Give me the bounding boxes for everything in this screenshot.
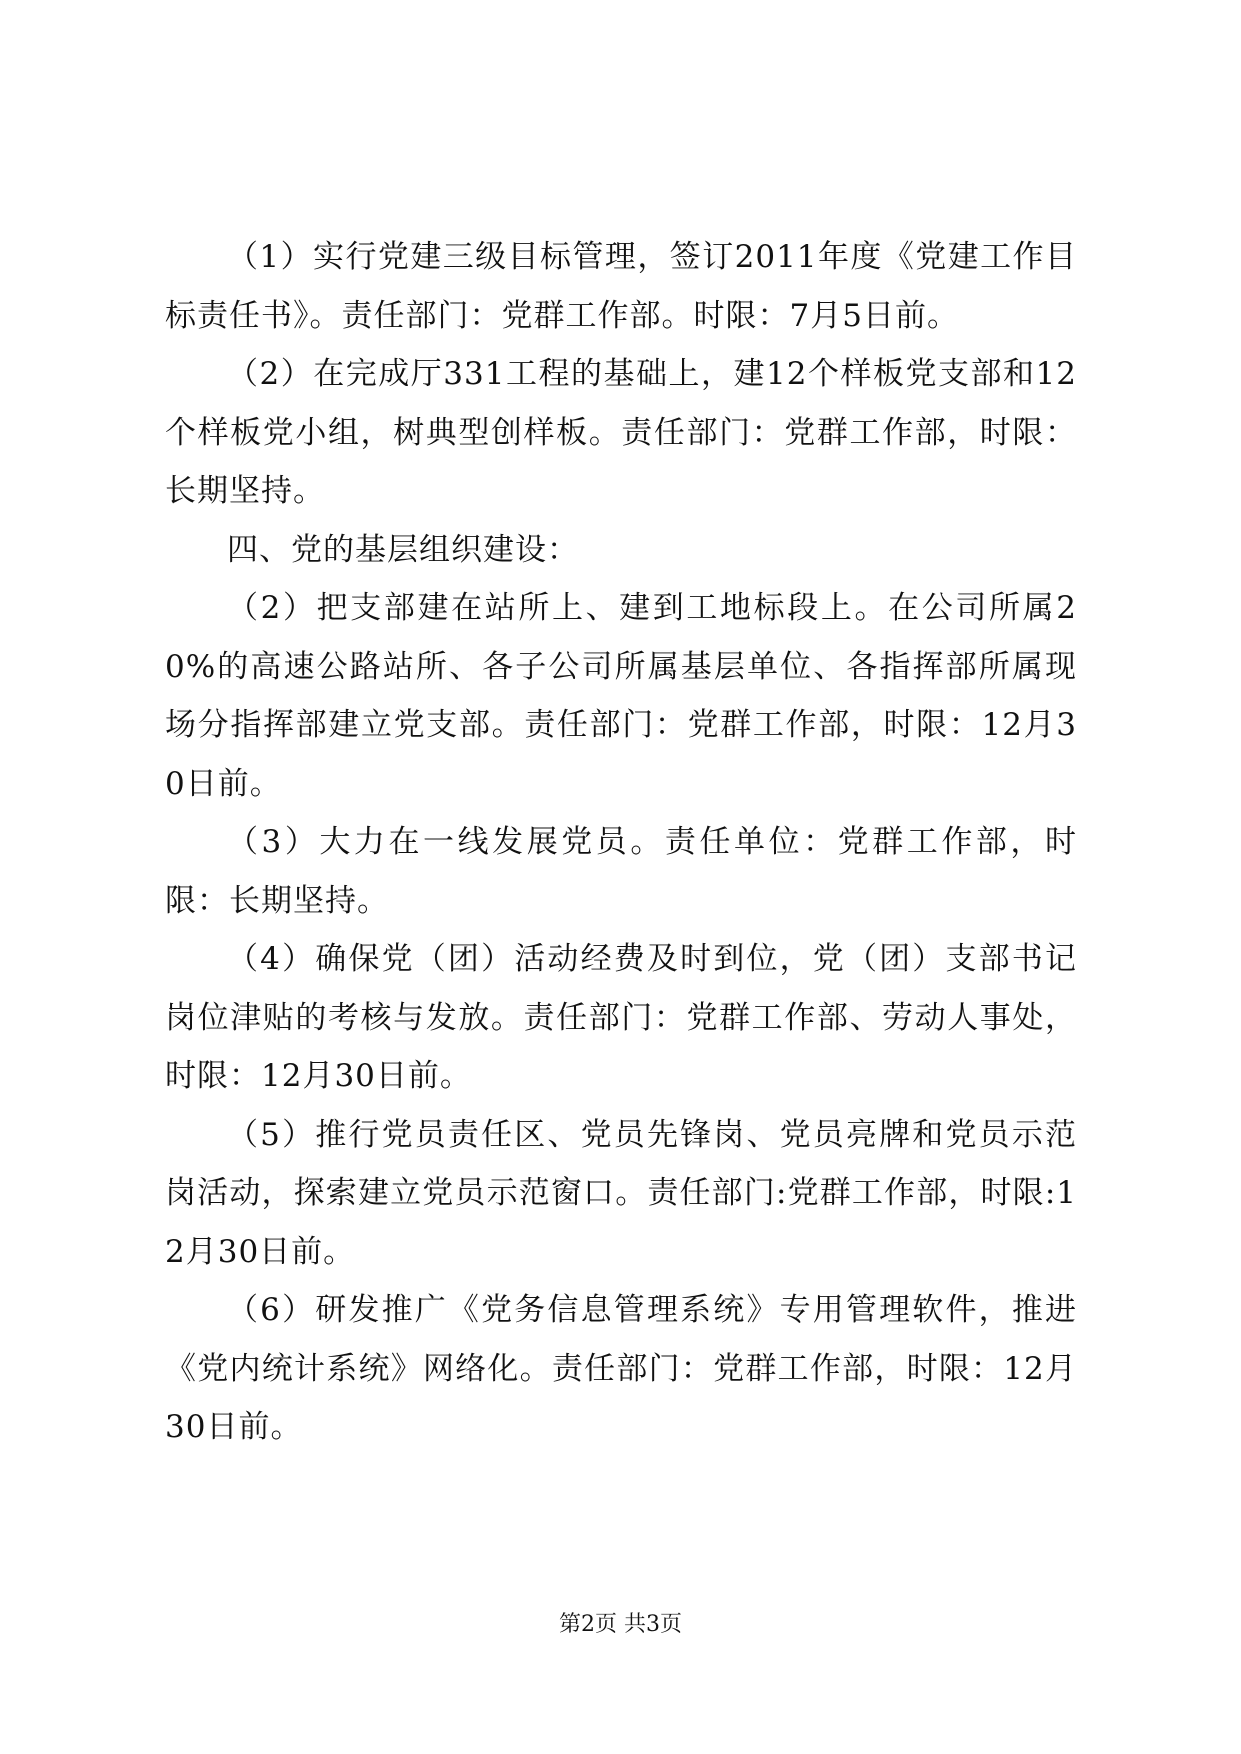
page-number-footer: 第2页 共3页 <box>559 1612 682 1637</box>
paragraph-information-system: （6）研发推广《党务信息管理系统》专用管理软件，推进《党内统计系统》网络化。责任部门：党群工作部，时限：12月30日前。 <box>165 1292 1077 1445</box>
paragraph-member-responsibility-zones: （5）推行党员责任区、党员先锋岗、党员亮牌和党员示范岗活动，探索建立党员示范窗口。责任部门:党群工作部，时限:12月30日前。 <box>165 1116 1077 1270</box>
paragraph-branch-at-stations: （2）把支部建在站所上、建到工地标段上。在公司所属20%的高速公路站所、各子公司所属基层单位、各指挥部所属现场分指挥部建立党支部。责任部门：党群工作部，时限：12月30日前。 <box>165 590 1077 802</box>
document-body <box>165 228 1077 1457</box>
paragraph-activity-funds: （4）确保党（团）活动经费及时到位，党（团）支部书记岗位津贴的考核与发放。责任部门：党群工作部、劳动人事处，时限：12月30日前。 <box>165 941 1077 1094</box>
paragraph-develop-members: （3）大力在一线发展党员。责任单位：党群工作部，时限：长期坚持。 <box>165 824 1077 919</box>
paragraph-target-management: （1）实行党建三级目标管理，签订2011年度《党建工作目标责任书》。责任部门：党群工作部。时限：7月5日前。 <box>165 239 1077 334</box>
section-heading-grassroots-organization: 四、党的基层组织建设： <box>227 531 579 568</box>
paragraph-model-branches: （2）在完成厅331工程的基础上，建12个样板党支部和12个样板党小组，树典型创样板。责任部门：党群工作部，时限：长期坚持。 <box>165 356 1077 509</box>
